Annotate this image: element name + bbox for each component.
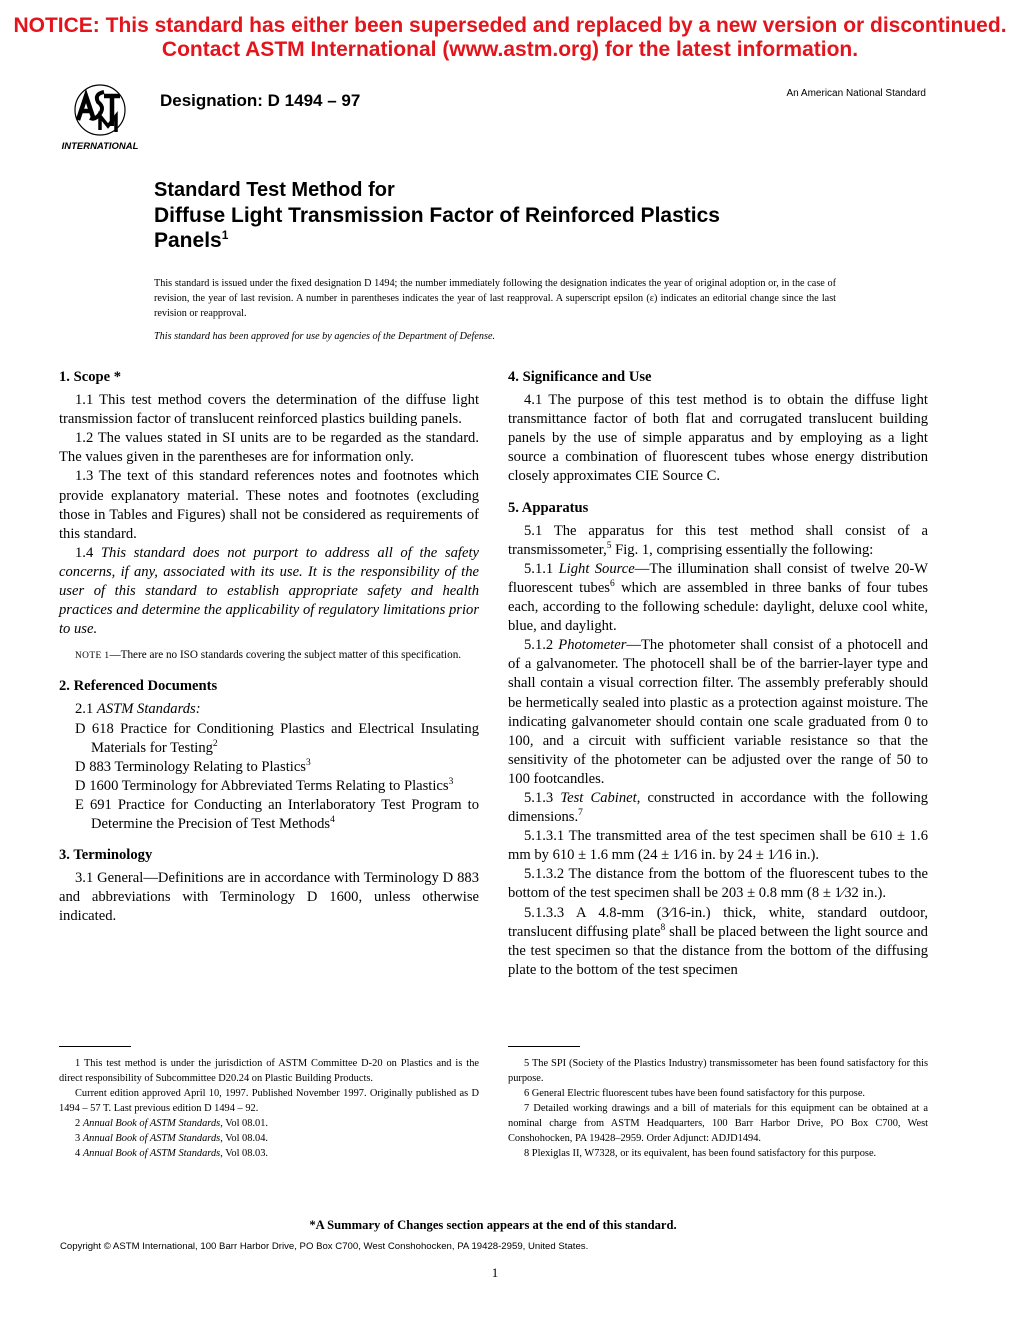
notice-line-1: NOTICE: This standard has either been superseded and replaced by a new version or discontinued. [13,14,1007,37]
footnote-3-vol: , Vol 08.04. [220,1133,269,1144]
para-5-1-3-term: Test Cabinet [560,789,637,806]
note-1-label: NOTE 1 [75,651,110,662]
title-line-1: Standard Test Method for [154,179,395,201]
footnote-4-book: Annual Book of ASTM Standards [82,1148,221,1159]
preamble: This standard is issued under the fixed designation D 1494; the number immediately following the designation indicates the year of original adoption or, in the case of revision, the year of last revision. A number in parentheses indicates the year of last reapproval. A superscript epsilon (ε) indicates an editorial change since the last revision or reapproval. [154,278,836,319]
footnote-2-num: 2 [75,1118,81,1129]
para-5-1-2-text: —The photometer shall consist of a photocell and of a galvanometer. The photocell shall be of the barrier-layer type and shall contain a visual correction filter. The assembly preferably should be hermetically sealed into plastic as a protection against moisture. The indicating galvanometer should contain one scale graduated from 0 to 100, and a circuit with sufficient variable resistance so that the sensitivity of the photometer can be adjusted over the range of 50 to 100 footcandles. [508,637,928,787]
para-3-1: 3.1 General—Definitions are in accordance with Terminology D 883 and abbreviations with Terminology D 1600, unless otherwise indicated. [59,870,479,925]
footnote-mark-7: 7 [578,808,583,819]
footnote-2-book: Annual Book of ASTM Standards [82,1118,221,1129]
para-1-4 [59,544,479,639]
para-1-3: 1.3 The text of this standard references notes and footnotes which provide explanatory material. These notes and footnotes (excluding those in Tables and Figures) shall not be considered as requirements of this standard. [59,468,479,542]
para-1-4-num: 1.4 [75,544,94,561]
para-5-1-1-num: 5.1.1 [524,560,554,577]
footnote-4-vol: , Vol 08.03. [220,1148,269,1159]
footnote-mark-6: 6 [610,579,615,590]
reference-text: E 691 Practice for Conducting an Interlaboratory Test Program to Determine the Precision of Test Methods [75,796,479,832]
para-4-1: 4.1 The purpose of this test method is to obtain the diffuse light transmittance factor of both flat and corrugated translucent building panels by the use of simple apparatus and by employing as a light source a combination of fluorescent tubes whose energy distribution closely approximates CIE Source C. [508,392,928,485]
summary-of-changes-note: *A Summary of Changes section appears at the end of this standard. [309,1218,677,1232]
reference-item [59,758,479,777]
notice-banner [0,14,1020,62]
designation: Designation: D 1494 – 97 [160,91,361,110]
para-5-1-2 [508,636,928,789]
right-column [508,368,928,980]
page-number: 1 [491,1265,499,1280]
para-1-4-text: This standard does not purport to address all of the safety concerns, if any, associated with its use. It is the responsibility of the user of this standard to establish appropriate safety and health practices and determine the applicability of regulatory limitations prior to use. [59,544,479,638]
dod-approval: This standard has been approved for use by agencies of the Department of Defense. [154,331,496,342]
notice-line-2: Contact ASTM International (www.astm.org) for the latest information. [161,38,859,61]
title-line-2: Diffuse Light Transmission Factor of Reinforced Plastics [154,204,720,227]
footnote-mark-8: 8 [660,922,666,933]
footnote-3 [59,1131,479,1146]
para-5-1-1-text-b: which are assembled in three banks of four tubes each, according to the following schedule: daylight, deluxe cool white, blue, and daylight. [508,579,928,635]
title-footnote-mark: 1 [221,228,229,242]
para-5-1-text-a: 5.1 The apparatus for this test method shall consist of a transmissometer, [508,522,928,558]
section-4-heading: 4. Significance and Use [508,369,652,385]
section-1-heading: 1. Scope * [59,369,122,385]
para-5-1-3-num: 5.1.3 [524,789,554,806]
para-5-1-3-3 [508,904,928,980]
reference-text: D 883 Terminology Relating to Plastics [75,758,306,775]
reference-text: D 1600 Terminology for Abbreviated Terms Relating to Plastics [75,777,449,794]
footnotes-left [59,1056,479,1161]
para-1-2: 1.2 The values stated in SI units are to be regarded as the standard. The values given in the parentheses are for information only. [59,430,479,466]
footnote-4 [59,1146,479,1161]
footnote-rule-right [508,1046,580,1047]
logo-caption: INTERNATIONAL [61,141,139,152]
para-5-1-2-term: Photometer [558,637,627,654]
footnote-3-num: 3 [75,1133,81,1144]
footnote-6: 6 General Electric fluorescent tubes have been found satisfactory for this purpose. [524,1088,866,1099]
reference-item [59,796,479,834]
title-line-3-text: Panels [154,229,222,252]
reference-footnote-mark: 3 [305,757,311,768]
footnote-4-num: 4 [75,1148,81,1159]
footnote-5: 5 The SPI (Society of the Plastics Industry) transmissometer has been found satisfactory for this purpose. [508,1058,928,1084]
para-5-1-3 [508,789,928,827]
reference-footnote-mark: 3 [448,776,454,787]
footnote-2 [59,1116,479,1131]
reference-footnote-mark: 4 [330,815,335,826]
reference-text: D 618 Practice for Conditioning Plastics and Electrical Insulating Materials for Testing [75,720,479,756]
document-title [154,178,720,253]
para-5-1-3-3-text-a: 5.1.3.3 A 4.8-mm (3⁄16-in.) thick, white, standard outdoor, translucent diffusing plate [508,904,928,940]
left-column [59,368,479,926]
para-5-1-1-term: Light Source [558,560,635,577]
footnote-1-edition: Current edition approved April 10, 1997. Published November 1997. Originally published as D 1494 – 57 T. Last previous edition D 1494 – 92. [59,1088,479,1114]
para-5-1-3-text: , constructed in accordance with the following dimensions. [508,789,928,826]
para-5-1-3-2: 5.1.3.2 The distance from the bottom of the fluorescent tubes to the bottom of the test specimen shall be 203 ± 0.8 mm (8 ± 1⁄32 in.). [508,866,928,902]
note-1 [59,647,479,665]
para-5-1-text-b: Fig. 1, comprising essentially the following: [611,541,874,558]
national-standard-label: An American National Standard [786,88,926,99]
footnote-7: 7 Detailed working drawings and a bill of materials for this equipment can be obtained at a nominal charge from ASTM Headquarters, 100 Barr Harbor Drive, PO Box C700, West Conshohocken, PA 19428–2959. Order Adjunct: ADJD1494. [508,1103,928,1144]
reference-footnote-mark: 2 [212,738,218,749]
footnotes-right [508,1056,928,1161]
section-2-heading: 2. Referenced Documents [59,678,218,695]
copyright-line: Copyright © ASTM International, 100 Barr Harbor Drive, PO Box C700, West Conshohocken, PA 19428-2959, United States. [60,1241,589,1252]
para-1-1: 1.1 This test method covers the determination of the diffuse light transmission factor of translucent reinforced plastics building panels. [59,392,479,428]
para-5-1-3-3-text-b: shall be placed between the light source and the test specimen so that the distance from the bottom of the diffusing plate to the bottom of the test specimen [508,923,928,978]
para-5-1-2-num: 5.1.2 [524,637,554,654]
para-5-1-1-text-a: —The illumination shall consist of twelve 20-W fluorescent tubes [508,560,929,596]
footnote-rule-left [59,1046,131,1047]
footnote-mark-5: 5 [606,540,612,551]
para-5-1 [508,522,928,560]
para-5-1-3-1: 5.1.3.1 The transmitted area of the test specimen shall be 610 ± 1.6 mm by 610 ± 1.6 mm (24 ± 1⁄16 in. by 24 ± 1⁄16 in.). [508,828,928,864]
para-5-1-1 [508,560,928,636]
reference-item [59,720,479,758]
reference-item [59,777,479,796]
para-2-1 [59,700,479,719]
section-3-heading: 3. Terminology [59,847,153,864]
para-2-1-num: 2.1 [75,701,94,718]
para-2-1-text: ASTM Standards: [96,701,201,718]
footnote-8: 8 Plexiglas II, W7328, or its equivalent, has been found satisfactory for this purpose. [524,1148,877,1159]
footnote-1: 1 This test method is under the jurisdiction of ASTM Committee D-20 on Plastics and is the direct responsibility of Subcommittee D20.24 on Plastic Building Products. [59,1058,479,1084]
astm-logo [60,82,146,154]
section-5-heading: 5. Apparatus [508,499,589,516]
title-line-3 [154,228,720,253]
footnote-2-vol: , Vol 08.01. [220,1118,269,1129]
note-1-text: —There are no ISO standards covering the subject matter of this specification. [109,649,462,662]
footnote-3-book: Annual Book of ASTM Standards [82,1133,221,1144]
astm-logo-mark [60,82,146,154]
